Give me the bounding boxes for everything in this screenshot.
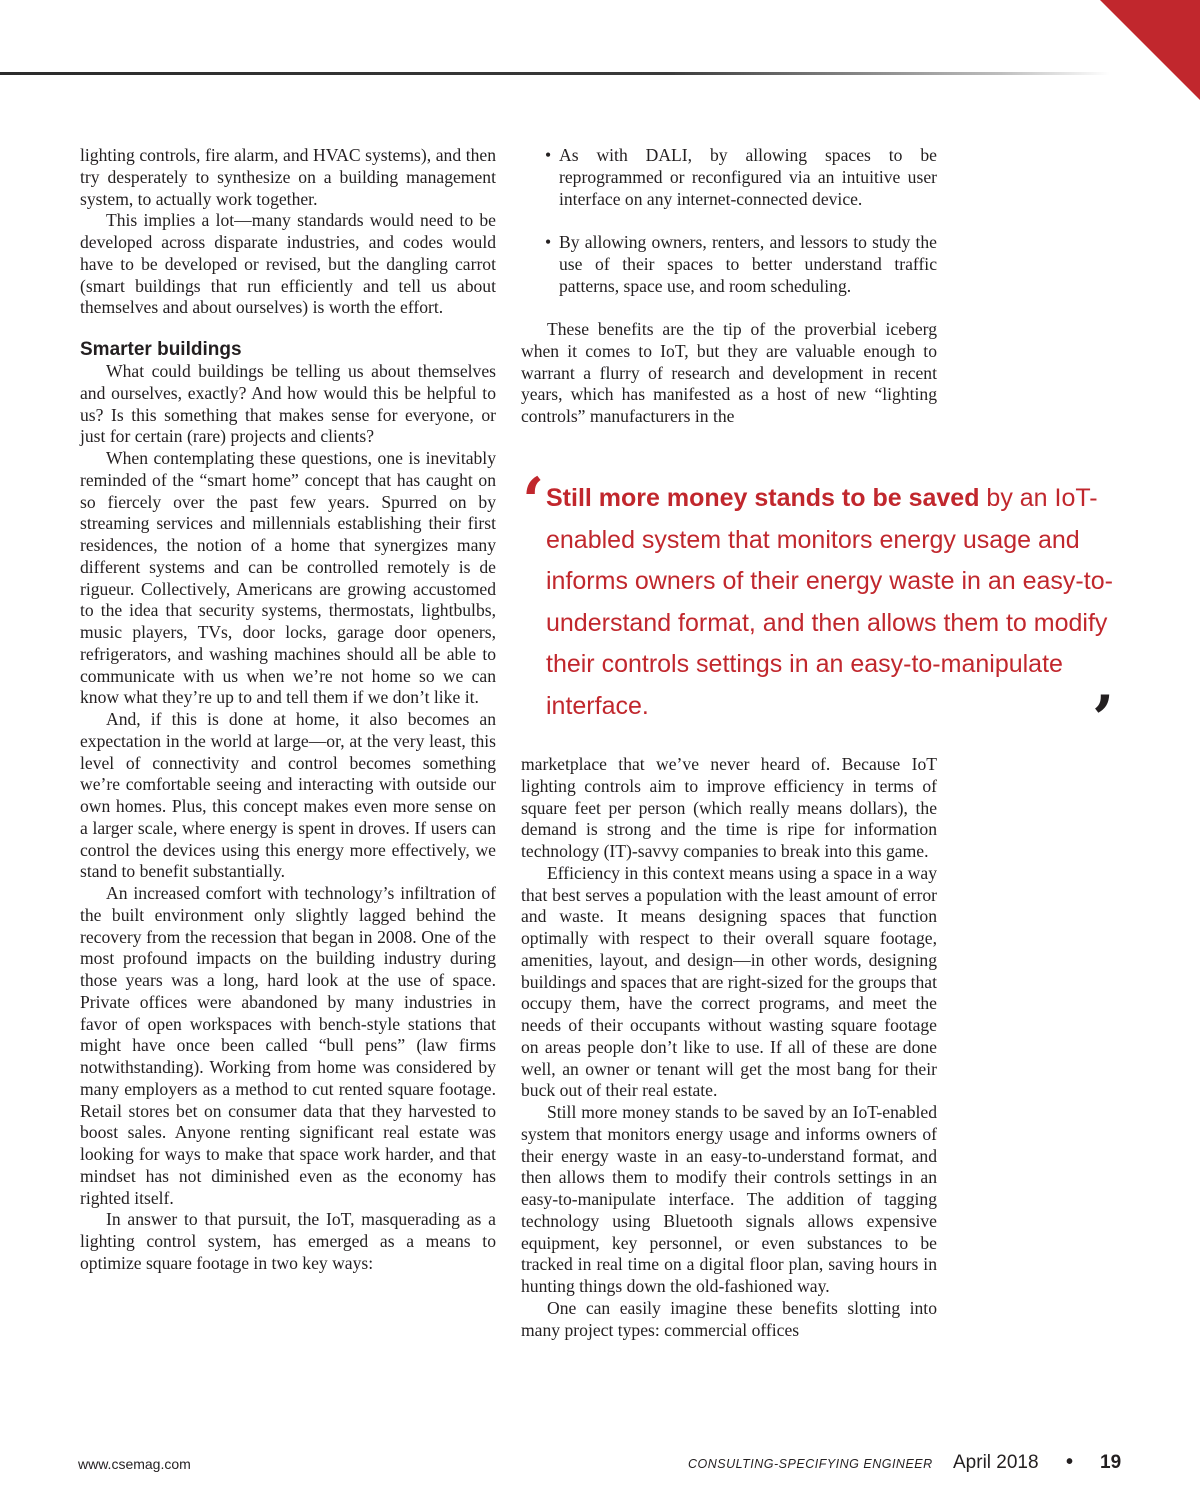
paragraph: Still more money stands to be saved by an IoT-enabled system that monitors energy usage and informs owners of their energy waste in an easy-to-understand format, and then allows them to modify their controls settings in an easy-to-manipulate interface. The addition of tagging technology using Bluetooth signals allows expensive equipment, key personnel, or even substances to be tracked in real time on a digital floor plan, saving hours in hunting things down the old-fashioned way. — [521, 1102, 937, 1296]
bullet-list — [521, 145, 937, 297]
paragraph: Efficiency in this context means using a space in a way that best serves a population with the least amount of error and waste. It means designing spaces that function optimally with respect to their overall square footage, amenities, layout, and design—in other words, designing buildings and spaces that are right-sized for the groups that occupy them, have the correct programs, and meet the needs of their occupants without wasting square footage on areas people don’t like to use. If all of these are done well, an owner or tenant will get the most bang for their buck out of their real estate. — [521, 862, 937, 1101]
pull-quote — [522, 464, 1122, 757]
paragraph: lighting controls, fire alarm, and HVAC systems), and then try desperately to synthesize on a building management system, to actually work together. — [80, 145, 496, 209]
pull-quote-text — [546, 478, 1116, 727]
list-item — [521, 232, 937, 297]
paragraph: One can easily imagine these benefits slotting into many project types: commercial offices — [521, 1297, 937, 1340]
list-item-text: By allowing owners, renters, and lessors to study the use of their spaces to better understand traffic patterns, space use, and room scheduling. — [559, 232, 937, 296]
paragraph: And, if this is done at home, it also becomes an expectation in the world at large—or, at the very least, this level of connectivity and control becomes something we’re comfortable seeing and interacting with outside our own homes. Plus, this concept makes even more sense on a larger scale, where energy is spent in droves. If users can control the devices using this energy more effectively, we stand to benefit substantially. — [80, 709, 496, 882]
pull-quote-body: by an IoT-enabled system that monitors energy usage and informs owners of their energy waste in an easy-to-understand format, and then allows them to modify their controls settings in an easy-to-manipulate interface. — [546, 484, 1113, 720]
close-quote-icon: ’ — [1092, 682, 1115, 757]
open-quote-icon: ‘ — [522, 464, 545, 539]
right-column-bottom — [521, 754, 937, 1341]
footer-separator: • — [1066, 1451, 1074, 1473]
bullet-icon: • — [545, 145, 552, 165]
page-number: 19 — [1100, 1452, 1122, 1473]
paragraph: When contemplating these questions, one is inevitably reminded of the “smart home” concept that has caught on so fiercely over the past few years. Spurred on by streaming services and millennials establishing their first residences, the notion of a home that synergizes many different systems and can be controlled remotely is de rigueur. Collectively, Americans are growing accustomed to the idea that security systems, thermostats, lightbulbs, music players, TVs, door locks, garage door openers, refrigerators, and washing machines should all be able to communicate with us when we’re not home so we can know what they’re up to and tell them if we don’t like it. — [80, 448, 496, 708]
paragraph: This implies a lot—many standards would need to be developed across disparate industries, and codes would have to be developed or revised, but the dangling carrot (smart buildings that run efficiently and tell us about themselves and about ourselves) is worth the effort. — [80, 210, 496, 318]
publication-name: CONSULTING-SPECIFYING ENGINEER — [688, 1457, 933, 1471]
corner-tab — [1100, 0, 1200, 100]
section-heading: Smarter buildings — [80, 339, 242, 360]
header-rule — [0, 72, 1110, 75]
paragraph: An increased comfort with technology’s infiltration of the built environment only slightly lagged behind the recovery from the recession that began in 2008. One of the most profound impacts on the building industry during those years was a long, hard look at the use of space. Private offices were abandoned by many industries in favor of open workspaces with bench-style stations that might have once been called “bull pens” (law firms notwithstanding). Working from home was considered by many employers as a method to cut rented square footage. Retail stores bet on consumer data that they harvested to boost sales. Anyone renting significant real estate was looking for ways to make that space work harder, and that mindset has not diminished even as the economy has righted itself. — [80, 883, 496, 1208]
paragraph: In answer to that pursuit, the IoT, masquerading as a lighting control system, has emerged as a means to optimize square footage in two key ways: — [80, 1209, 496, 1273]
right-column-top — [521, 145, 937, 428]
paragraph: marketplace that we’ve never heard of. Because IoT lighting controls aim to improve efficiency in terms of square feet per person (which really means dollars), the demand is strong and the time is ripe for information technology (IT)-savvy companies to break into this game. — [521, 754, 937, 861]
footer-url[interactable]: www.csemag.com — [78, 1456, 191, 1472]
list-item-text: As with DALI, by allowing spaces to be reprogrammed or reconfigured via an intuitive user interface on any internet-connected device. — [559, 145, 937, 209]
page-footer — [0, 1452, 1200, 1482]
paragraph: These benefits are the tip of the proverbial iceberg when it comes to IoT, but they are valuable enough to warrant a flurry of research and development in recent years, which has manifested as a host of new “lighting controls” manufacturers in the — [521, 319, 937, 426]
pull-quote-emphasis: Still more money stands to be saved — [546, 484, 980, 512]
list-item — [521, 145, 937, 210]
issue-date: April 2018 — [953, 1452, 1039, 1473]
left-column — [80, 145, 496, 1275]
paragraph: What could buildings be telling us about themselves and ourselves, exactly? And how would this be helpful to us? Is this something that makes sense for everyone, or just for certain (rare) projects and clients? — [80, 361, 496, 447]
bullet-icon: • — [545, 232, 552, 252]
